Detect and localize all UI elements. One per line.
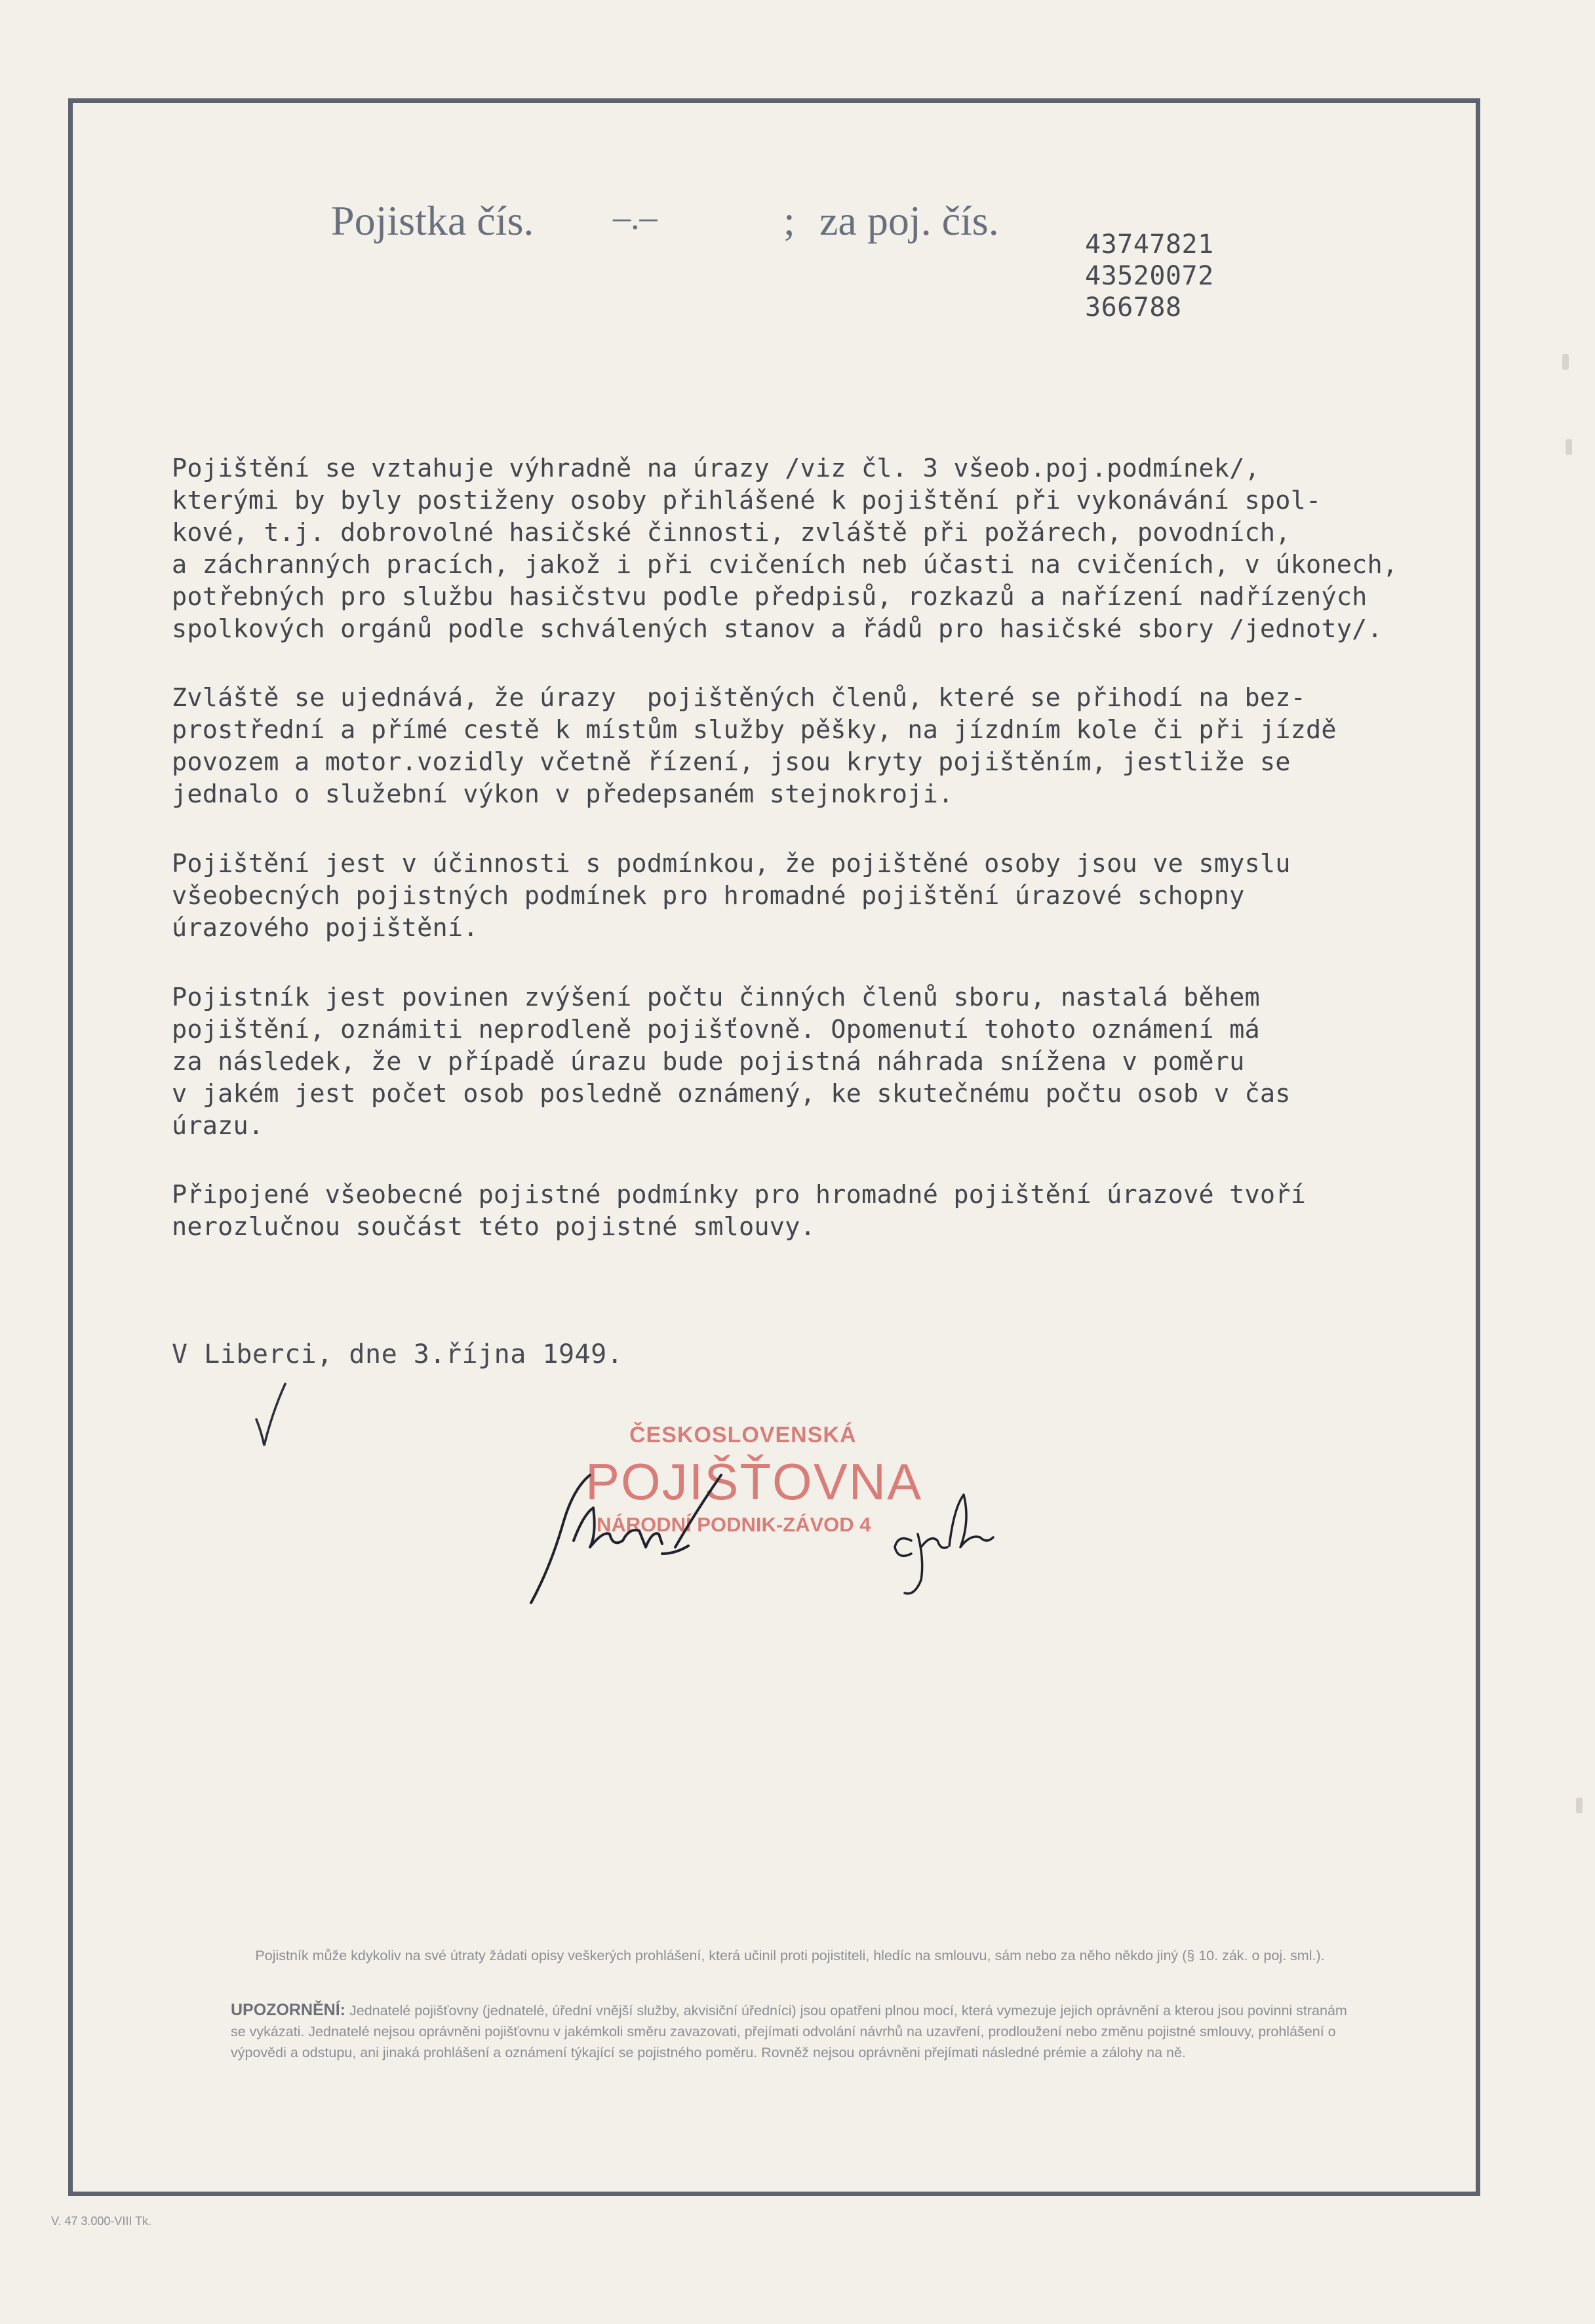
text-line: Pojistník jest povinen zvýšení počtu činných členů sboru, nastalá během (172, 983, 1260, 1012)
document-border (68, 98, 1480, 2196)
text-line: všeobecných pojistných podmínek pro hromadné pojištění úrazové schopny (172, 881, 1245, 911)
punch-hole-mark (1565, 439, 1572, 455)
text-line: kové, t.j. dobrovolné hasičské činnosti, zvláště při požárech, povodních, (172, 518, 1291, 547)
header-separator: ; (783, 197, 795, 244)
insured-number: 366788 (1085, 292, 1182, 323)
text-line: prostřední a přímé cestě k místům služby pěšky, na jízdním kole či při jízdě (172, 715, 1337, 745)
paragraph-travel (172, 682, 1463, 810)
stamp-line-3: NÁRODNÍ PODNIK-ZÁVOD 4 (597, 1513, 871, 1536)
punch-hole-mark (1562, 354, 1569, 370)
text-line: spolkových orgánů podle schválených stanov a řádů pro hasičské sbory /jednoty/. (172, 614, 1383, 644)
insured-number: 43747821 (1085, 229, 1214, 260)
text-line: jednalo o služební výkon v předepsaném stejnokroji. (172, 779, 954, 809)
signatures (511, 1468, 1049, 1613)
policy-number-label: Pojistka čís. (331, 197, 534, 244)
paragraph-coverage (172, 452, 1463, 645)
footer-warning (231, 1999, 1349, 2063)
text-line: pojištění, oznámiti neprodleně pojišťovně. Opomenutí tohoto oznámení má (172, 1015, 1260, 1044)
insured-number-label: za poj. čís. (819, 197, 999, 244)
place-date: V Liberci, dne 3.října 1949. (172, 1339, 623, 1369)
signature-left (531, 1475, 721, 1603)
text-line: Pojištění se vztahuje výhradně na úrazy /viz čl. 3 všeob.poj.podmínek/, (172, 454, 1260, 483)
warning-text: Jednatelé pojišťovny (jednatelé, úřední vnější služby, akvisiční úředníci) jsou opatřeni plnou mocí, která vymezuje jejich oprávnění a kterou jsou povinni stranám se vykázati. Jednatelé nejsou oprávněni pojišťovnu v jakémkoli směru zavazovati, přejímati odvolání návrhů na uzavření, prodloužení nebo změnu pojistné smlouvy, prohlášení o výpovědi a odstupu, ani jinaká prohlášení a oznámení týkající se pojistného poměru. Rovněž nejsou oprávněni přejímati následné prémie a zálohy na ně. (231, 2003, 1347, 2060)
text-line: povozem a motor.vozidly včetně řízení, jsou kryty pojištěním, jestliže se (172, 747, 1291, 777)
text-line: úrazu. (172, 1111, 264, 1141)
policy-number-value: –.– (613, 197, 658, 237)
stamp-line-2: POJIŠŤOVNA (585, 1453, 923, 1510)
punch-hole-mark (1576, 1798, 1583, 1813)
stamp-line-1: ČESKOSLOVENSKÁ (629, 1423, 857, 1448)
checkmark-icon (252, 1380, 292, 1452)
footer-notice: Pojistník může kdykoliv na své útraty žádati opisy veškerých prohlášení, která učinil proti pojistiteli, hledíc na smlouvu, sám nebo za něho někdo jiný (§ 10. zák. o poj. sml.). (255, 1948, 1325, 1963)
text-line: potřebných pro službu hasičstvu podle předpisů, rozkazů a nařízení nadřízených (172, 582, 1368, 612)
print-code: V. 47 3.000-VIII Tk. (51, 2215, 152, 2228)
text-line: Pojištění jest v účinnosti s podmínkou, že pojištěné osoby jsou ve smyslu (172, 849, 1291, 878)
text-line: v jakém jest počet osob posledně oznámený, ke skutečnému počtu osob v čas (172, 1079, 1291, 1109)
insured-number: 43520072 (1085, 261, 1214, 291)
text-line: Připojené všeobecné pojistné podmínky pro hromadné pojištění úrazové tvoří (172, 1180, 1307, 1210)
warning-label: UPOZORNĚNÍ: (231, 2001, 345, 2019)
text-line: úrazového pojištění. (172, 913, 479, 943)
text-line: Zvláště se ujednává, že úrazy pojištěných členů, které se přihodí na bez- (172, 683, 1307, 713)
text-line: kterými by byly postiženy osoby přihlášené k pojištění při vykonávání spol- (172, 486, 1322, 515)
signature-right (895, 1495, 993, 1594)
text-line: za následek, že v případě úrazu bude pojistná náhrada snížena v poměru (172, 1047, 1245, 1076)
text-line: nerozlučnou součást této pojistné smlouvy. (172, 1212, 816, 1242)
paragraph-obligation (172, 981, 1463, 1142)
paragraph-conditions (172, 848, 1463, 944)
text-line: a záchranných pracích, jakož i při cvičeních neb účasti na cvičeních, v úkonech, (172, 550, 1398, 580)
paragraph-attachment (172, 1179, 1463, 1243)
